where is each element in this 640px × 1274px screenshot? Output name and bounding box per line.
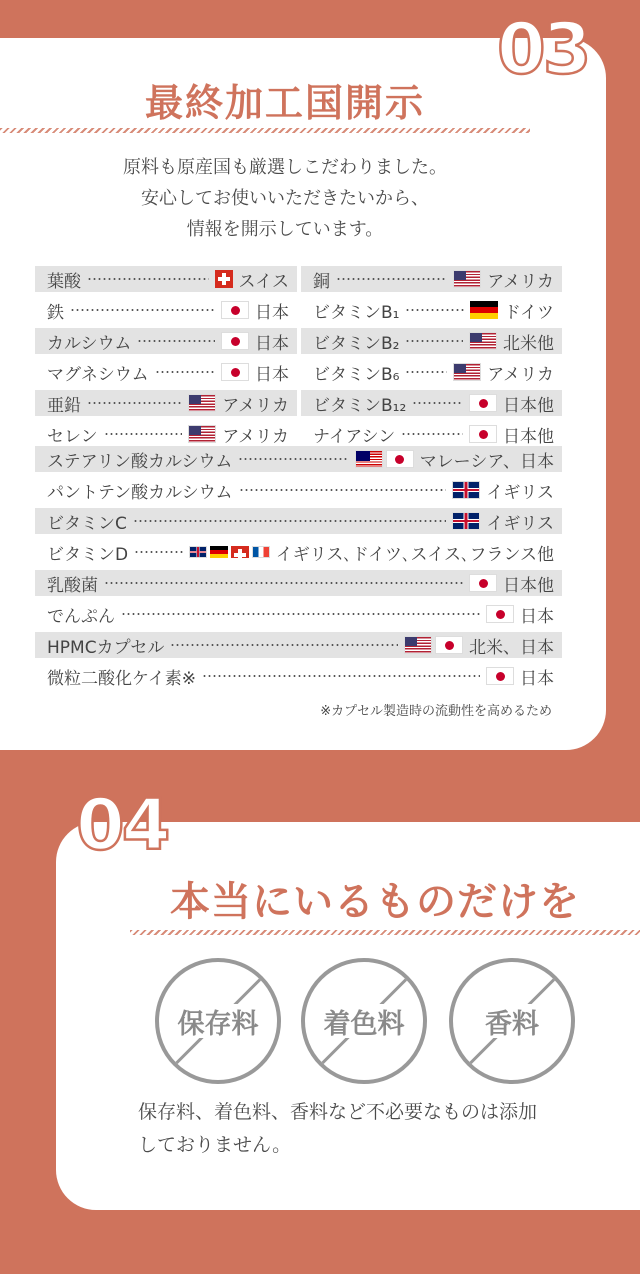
- country-flags: [452, 512, 480, 530]
- intro-line: 原料も原産国も厳選しこだわりました。: [123, 157, 447, 178]
- ingredient-name: カルシウム: [47, 333, 132, 354]
- intro-text: [0, 152, 570, 245]
- additive-free-description: [138, 1096, 618, 1162]
- country-name: 日本: [520, 668, 554, 689]
- country-flags: [486, 605, 514, 623]
- ingredient-name: ナイアシン: [313, 426, 396, 447]
- leader-dots: [104, 582, 463, 584]
- country-flags: [188, 394, 216, 412]
- leader-dots: [155, 371, 215, 373]
- section-number-04: 04: [76, 784, 168, 866]
- badge-label: 保存料: [177, 1008, 259, 1040]
- usa-flag-icon: [453, 363, 481, 381]
- country-name: イギリス､ドイツ､スイス､フランス他: [275, 544, 554, 565]
- origin-row: [301, 328, 562, 354]
- country-name: イギリス: [486, 513, 554, 534]
- ingredient-name: マグネシウム: [47, 364, 149, 385]
- intro-line: 情報を開示しています。: [186, 219, 384, 240]
- country-name: イギリス: [486, 482, 554, 503]
- section-number-03: 03: [497, 8, 589, 90]
- origin-row: [35, 328, 297, 354]
- country-name: 日本他: [503, 575, 554, 596]
- germany-flag-icon: [470, 301, 498, 319]
- ingredient-name: セレン: [47, 426, 98, 447]
- origin-row: [35, 421, 297, 447]
- country-flags: [453, 363, 481, 381]
- title-underline: [130, 930, 640, 935]
- leader-dots: [412, 402, 463, 404]
- leader-dots: [133, 520, 446, 522]
- usa-flag-icon: [404, 636, 432, 654]
- ingredient-name: 鉄: [47, 302, 64, 323]
- japan-flag-icon: [221, 332, 249, 350]
- ingredient-name: ステアリン酸カルシウム: [47, 451, 233, 472]
- japan-flag-icon: [486, 605, 514, 623]
- leader-dots: [336, 278, 447, 280]
- japan-flag-icon: [435, 636, 463, 654]
- title-underline: [0, 128, 530, 133]
- usa-flag-icon: [188, 394, 216, 412]
- germany-flag-icon: [210, 546, 228, 558]
- japan-flag-icon: [221, 363, 249, 381]
- leader-dots: [170, 644, 398, 646]
- country-name: ドイツ: [503, 302, 554, 323]
- origin-row: [301, 297, 562, 323]
- origin-row: [301, 359, 562, 385]
- ingredient-name: 葉酸: [47, 271, 81, 292]
- ingredient-name: ビタミンB₁: [313, 302, 400, 323]
- description-line: 保存料、着色料、香料など不必要なものは添加: [138, 1101, 538, 1123]
- origin-row: [35, 663, 562, 689]
- origin-row: [35, 539, 562, 565]
- country-name: 日本: [255, 333, 289, 354]
- uk-flag-icon: [189, 546, 207, 558]
- origin-row: [35, 297, 297, 323]
- uk-flag-icon: [452, 512, 480, 530]
- ingredient-name: 亜鉛: [47, 395, 81, 416]
- country-flags: [469, 574, 497, 592]
- origin-row: [35, 446, 562, 472]
- country-name: 日本: [255, 302, 289, 323]
- country-flags: [188, 425, 216, 443]
- country-flags: [470, 301, 498, 319]
- ingredient-name: ビタミンB₂: [313, 333, 400, 354]
- country-flags: [486, 667, 514, 685]
- country-name: 北米他: [503, 333, 554, 354]
- leader-dots: [202, 675, 480, 677]
- origin-row: [35, 508, 562, 534]
- intro-line: 安心してお使いいただきたいから、: [141, 188, 429, 209]
- country-name: 日本: [255, 364, 289, 385]
- country-name: 日本他: [503, 395, 554, 416]
- country-name: スイス: [238, 271, 289, 292]
- usa-flag-icon: [453, 270, 481, 288]
- origin-row: [35, 632, 562, 658]
- origin-row: [301, 390, 562, 416]
- uk-flag-icon: [452, 481, 480, 499]
- ingredient-name: パントテン酸カルシウム: [47, 482, 233, 503]
- leader-dots: [239, 489, 447, 491]
- japan-flag-icon: [469, 425, 497, 443]
- leader-dots: [121, 613, 480, 615]
- country-flags: [469, 394, 497, 412]
- france-flag-icon: [252, 546, 270, 558]
- country-name: マレーシア、日本: [419, 451, 554, 472]
- country-flags: [221, 301, 249, 319]
- country-flags: [452, 481, 480, 499]
- ingredient-name: 銅: [313, 271, 330, 292]
- ingredient-name: ビタミンB₁₂: [313, 395, 407, 416]
- country-name: アメリカ: [487, 364, 554, 385]
- leader-dots: [104, 433, 183, 435]
- usa-flag-icon: [469, 332, 497, 350]
- switzerland-flag-icon: [231, 546, 249, 558]
- country-name: アメリカ: [222, 426, 289, 447]
- country-name: アメリカ: [222, 395, 289, 416]
- origin-row: [35, 266, 297, 292]
- ingredient-name: ビタミンD: [47, 544, 129, 565]
- leader-dots: [401, 433, 463, 435]
- leader-dots: [405, 340, 463, 342]
- country-flags: [469, 332, 497, 350]
- country-flags: [469, 425, 497, 443]
- ingredient-name: ビタミンB₆: [313, 364, 400, 385]
- japan-flag-icon: [469, 394, 497, 412]
- leader-dots: [137, 340, 215, 342]
- ingredient-name: 乳酸菌: [47, 575, 98, 596]
- country-name: アメリカ: [487, 271, 554, 292]
- switzerland-flag-icon: [215, 270, 233, 288]
- leader-dots: [405, 309, 463, 311]
- japan-flag-icon: [386, 450, 414, 468]
- origin-row: [35, 601, 562, 627]
- origin-row: [35, 390, 297, 416]
- origin-row: [35, 570, 562, 596]
- japan-flag-icon: [469, 574, 497, 592]
- country-flags: [453, 270, 481, 288]
- country-flags: [221, 363, 249, 381]
- japan-flag-icon: [486, 667, 514, 685]
- country-flags: [355, 450, 414, 468]
- japan-flag-icon: [221, 301, 249, 319]
- leader-dots: [238, 458, 348, 460]
- no-flavoring-badge: [449, 958, 575, 1084]
- leader-dots: [87, 402, 182, 404]
- ingredient-name: HPMCカプセル: [47, 637, 165, 658]
- section-title-only-necessary: 本当にいるものだけを: [170, 879, 580, 925]
- leader-dots: [70, 309, 215, 311]
- leader-dots: [87, 278, 209, 280]
- origin-row: [301, 421, 562, 447]
- origin-row: [35, 477, 562, 503]
- ingredient-name: でんぷん: [47, 606, 115, 627]
- section-title-final-processing-country: 最終加工国開示: [144, 81, 425, 125]
- country-flags: [221, 332, 249, 350]
- origin-row: [301, 266, 562, 292]
- country-flags: [215, 270, 233, 288]
- badge-label: 着色料: [323, 1008, 405, 1040]
- description-line: しておりません。: [138, 1134, 292, 1156]
- ingredient-name: ビタミンC: [47, 513, 127, 534]
- leader-dots: [405, 371, 447, 373]
- leader-dots: [134, 551, 183, 553]
- malaysia-flag-icon: [355, 450, 383, 468]
- country-name: 北米、日本: [469, 637, 554, 658]
- country-flags: [404, 636, 463, 654]
- country-name: 日本他: [503, 426, 554, 447]
- no-preservatives-badge: [155, 958, 281, 1084]
- badge-label: 香料: [485, 1008, 539, 1040]
- country-name: 日本: [520, 606, 554, 627]
- country-flags: [189, 546, 270, 558]
- footnote: ※カプセル製造時の流動性を高めるため: [320, 704, 552, 719]
- no-coloring-badge: [301, 958, 427, 1084]
- origin-row: [35, 359, 297, 385]
- usa-flag-icon: [188, 425, 216, 443]
- ingredient-name: 微粒二酸化ケイ素※: [47, 668, 197, 689]
